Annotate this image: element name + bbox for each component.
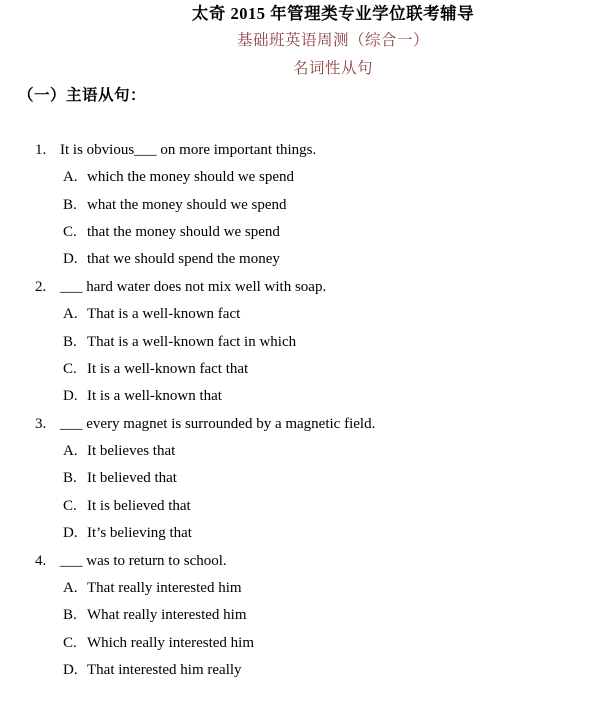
doc-title: 太奇 2015 年管理类专业学位联考辅导: [191, 4, 475, 23]
option-text: It believed that: [87, 470, 177, 487]
question-text: ___ hard water does not mix well with soap.: [60, 278, 327, 295]
option-letter: A.: [63, 579, 78, 596]
option-letter: D.: [63, 388, 78, 405]
option-letter: A.: [63, 169, 78, 186]
option-text: That really interested him: [87, 579, 242, 596]
doc-subtitle: 基础班英语周测（综合一）: [236, 32, 429, 50]
option-text: It is believed that: [87, 497, 191, 514]
option-letter: C.: [63, 360, 77, 377]
section-heading: （一）主语从句：: [18, 87, 147, 105]
question-number: 1.: [35, 141, 47, 158]
option-letter: D.: [63, 525, 78, 542]
question-number: 2.: [35, 278, 47, 295]
option-text: It is a well-known fact that: [87, 360, 249, 377]
option-text: that we should spend the money: [87, 251, 280, 268]
option-text: It’s believing that: [87, 525, 192, 542]
option-letter: C.: [63, 497, 77, 514]
option-letter: D.: [63, 662, 78, 678]
option-letter: C.: [63, 224, 77, 240]
option-letter: A.: [63, 443, 78, 459]
option-text: which the money should we spend: [87, 169, 295, 186]
option-letter: B.: [63, 607, 77, 624]
question-1: [0, 110, 600, 158]
question-text: It is obvious___ on more important things.: [60, 141, 317, 158]
option-letter: D.: [63, 251, 78, 268]
doc-topic: 名词性从句: [292, 59, 373, 77]
option-text: that the money should we spend: [87, 224, 280, 240]
question-text: ___ every magnet is surrounded by a magnetic field.: [60, 415, 376, 432]
option-text: Which really interested him: [87, 634, 255, 651]
option-text: what the money should we spend: [87, 196, 287, 213]
option-text: What really interested him: [87, 607, 247, 624]
option-text: It is a well-known that: [87, 388, 222, 405]
option-text: That interested him really: [87, 662, 242, 678]
option-letter: B.: [63, 196, 77, 213]
question-number: 4.: [35, 552, 47, 569]
option-letter: C.: [63, 634, 77, 651]
option-text: That is a well-known fact in which: [87, 333, 297, 350]
question-text: ___ was to return to school.: [60, 552, 227, 569]
question-number: 3.: [35, 415, 47, 432]
option-text: That is a well-known fact: [87, 306, 241, 323]
option-letter: B.: [63, 333, 77, 350]
option-text: It believes that: [87, 443, 176, 459]
option-letter: A.: [63, 306, 78, 323]
option-letter: B.: [63, 470, 77, 487]
